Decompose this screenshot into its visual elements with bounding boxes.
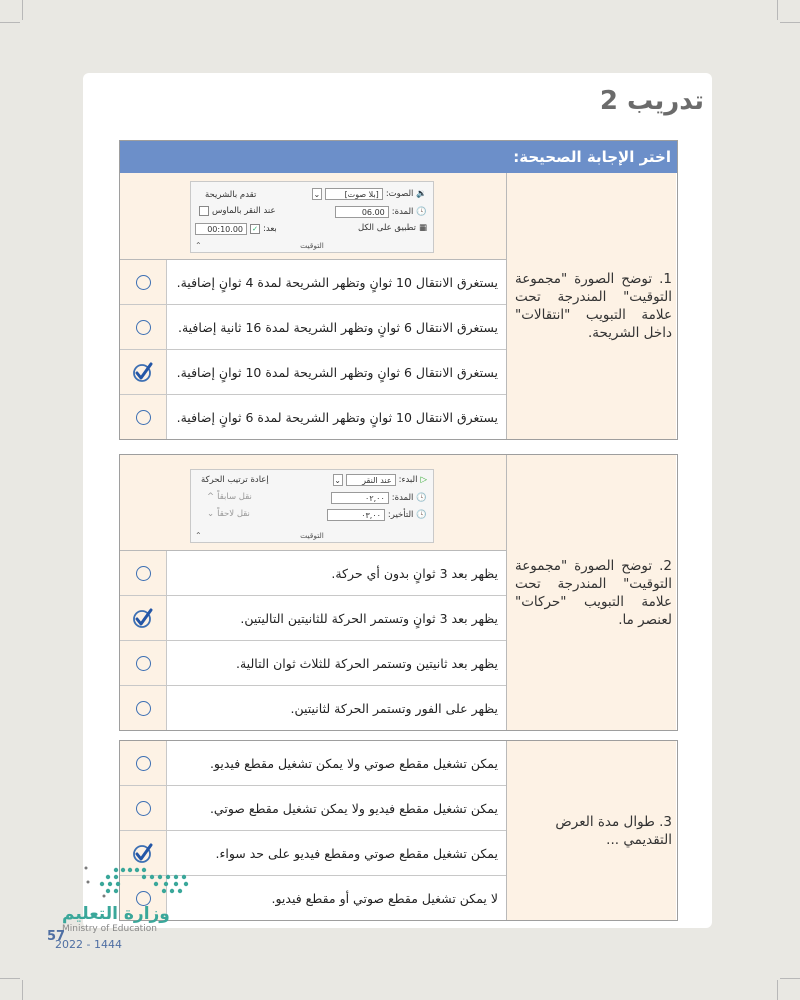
option-text: لا يمكن تشغيل مقطع صوتي أو مقطع فيديو. xyxy=(167,876,506,920)
question-text: 2. توضح الصورة "مجموعة التوقيت" المندرجة تحت علامة التبويب "حركات" لعنصر ما. xyxy=(506,455,676,730)
radio-button[interactable] xyxy=(136,410,151,425)
clock-icon: 🕓 xyxy=(416,493,427,503)
question-table-1 xyxy=(119,140,678,440)
clock-icon: 🕓 xyxy=(416,207,427,217)
radio-button[interactable] xyxy=(136,320,151,335)
option-row xyxy=(120,260,506,305)
delay-clock-icon: 🕓 xyxy=(416,510,427,520)
check-mark-icon[interactable] xyxy=(132,361,154,383)
question-text: 3. طوال مدة العرض التقديمي ... xyxy=(506,741,676,920)
option-row xyxy=(120,596,506,641)
duration-label: المدة: xyxy=(391,493,414,503)
reorder-label: إعادة ترتيب الحركة xyxy=(201,475,269,485)
option-row xyxy=(120,350,506,395)
duration-label: المدة: xyxy=(391,207,414,217)
delay-field[interactable]: ٠٣,٠٠ xyxy=(327,509,385,521)
crop-mark xyxy=(0,22,20,23)
apply-all-icon: ▦ xyxy=(418,223,427,233)
after-checkbox[interactable]: ✓ xyxy=(250,224,260,234)
option-text: يظهر بعد 3 ثوانٍ بدون أي حركة. xyxy=(167,551,506,595)
option-text: يظهر بعد ثانيتين وتستمر الحركة للثلاث ثوان التالية. xyxy=(167,641,506,685)
option-text: يستغرق الانتقال 10 ثوانٍ وتظهر الشريحة لمدة 4 ثوانٍ إضافية. xyxy=(167,260,506,304)
transition-timing-ribbon xyxy=(190,181,434,253)
on-click-label: عند النقر بالماوس xyxy=(212,206,276,216)
crop-mark xyxy=(0,978,20,979)
sound-label: الصوت: xyxy=(385,189,414,199)
option-text: يستغرق الانتقال 6 ثوانٍ وتظهر الشريحة لمدة 10 ثوانٍ إضافية. xyxy=(167,350,506,394)
move-later-button[interactable]: نقل لاحقاً xyxy=(217,509,250,519)
ribbon-image-row xyxy=(120,455,506,551)
option-text: يظهر على الفور وتستمر الحركة لثانيتين. xyxy=(167,686,506,730)
option-row xyxy=(120,395,506,439)
radio-button[interactable] xyxy=(136,656,151,671)
instruction-header: اختر الإجابة الصحيحة: xyxy=(120,141,677,173)
option-text: يستغرق الانتقال 6 ثوانٍ وتظهر الشريحة لمدة 16 ثانية إضافية. xyxy=(167,305,506,349)
collapse-icon[interactable]: ⌃ xyxy=(195,531,202,540)
check-mark-icon[interactable] xyxy=(132,607,154,629)
radio-button[interactable] xyxy=(136,701,151,716)
crop-mark xyxy=(777,0,778,20)
option-row xyxy=(120,305,506,350)
chevron-down-icon[interactable]: ⌄ xyxy=(313,189,321,199)
ribbon-image-row xyxy=(120,173,506,260)
group-label: التوقيت xyxy=(300,241,324,250)
option-row xyxy=(120,551,506,596)
option-text: يمكن تشغيل مقطع صوتي ولا يمكن تشغيل مقطع فيديو. xyxy=(167,741,506,785)
arrow-up-icon: ^ xyxy=(207,492,215,502)
crop-mark xyxy=(780,978,800,979)
question-text: 1. توضح الصورة "مجموعة التوقيت" المندرجة تحت علامة التبويب "انتقالات" داخل الشريحة. xyxy=(506,173,676,439)
after-label: بعد: xyxy=(263,224,277,234)
option-row xyxy=(120,641,506,686)
option-row xyxy=(120,741,506,786)
option-text: يمكن تشغيل مقطع صوتي ومقطع فيديو على حد سواء. xyxy=(167,831,506,875)
on-click-checkbox[interactable] xyxy=(199,206,209,216)
sound-dropdown[interactable]: [بلا صوت] xyxy=(325,188,383,200)
apply-all-button[interactable]: تطبيق على الكل xyxy=(357,223,416,233)
crop-mark xyxy=(777,980,778,1000)
start-label: البدء: xyxy=(398,475,418,485)
ministry-name-ar: وزارة التعليم xyxy=(62,904,170,924)
crop-mark xyxy=(22,980,23,1000)
speaker-icon: 🔉 xyxy=(416,189,427,199)
start-dropdown[interactable]: عند النقر xyxy=(346,474,396,486)
option-row xyxy=(120,686,506,730)
option-text: يمكن تشغيل مقطع فيديو ولا يمكن تشغيل مقطع صوتي. xyxy=(167,786,506,830)
ministry-name-en: Ministry of Education xyxy=(62,924,157,934)
crop-mark xyxy=(22,0,23,20)
advance-label: تقدم بالشريحة xyxy=(205,190,257,200)
ministry-logo xyxy=(56,856,206,946)
animation-timing-ribbon xyxy=(190,469,434,543)
arrow-down-icon: ⌄ xyxy=(207,509,215,519)
play-icon: ▷ xyxy=(420,475,427,485)
duration-field[interactable]: ٠٢,٠٠ xyxy=(331,492,389,504)
question-table-2 xyxy=(119,454,678,731)
delay-label: التأخير: xyxy=(387,510,414,520)
collapse-icon[interactable]: ⌃ xyxy=(195,241,202,250)
page-title: تدريب 2 xyxy=(599,86,704,116)
year-label: 2022 - 1444 xyxy=(55,938,122,951)
chevron-down-icon[interactable]: ⌄ xyxy=(334,475,341,485)
option-row xyxy=(120,786,506,831)
group-label: التوقيت xyxy=(300,531,324,540)
radio-button[interactable] xyxy=(136,275,151,290)
duration-field[interactable]: 06.00 xyxy=(335,206,389,218)
radio-button[interactable] xyxy=(136,801,151,816)
option-text: يستغرق الانتقال 10 ثوانٍ وتظهر الشريحة لمدة 6 ثوانٍ إضافية. xyxy=(167,395,506,439)
crop-mark xyxy=(780,22,800,23)
radio-button[interactable] xyxy=(136,756,151,771)
radio-button[interactable] xyxy=(136,566,151,581)
move-earlier-button[interactable]: نقل سابقاً xyxy=(217,492,252,502)
page-number: 57 xyxy=(47,929,66,944)
option-text: يظهر بعد 3 ثوانٍ وتستمر الحركة للثانيتين التاليتين. xyxy=(167,596,506,640)
after-field[interactable]: 00:10.00 xyxy=(195,223,247,235)
